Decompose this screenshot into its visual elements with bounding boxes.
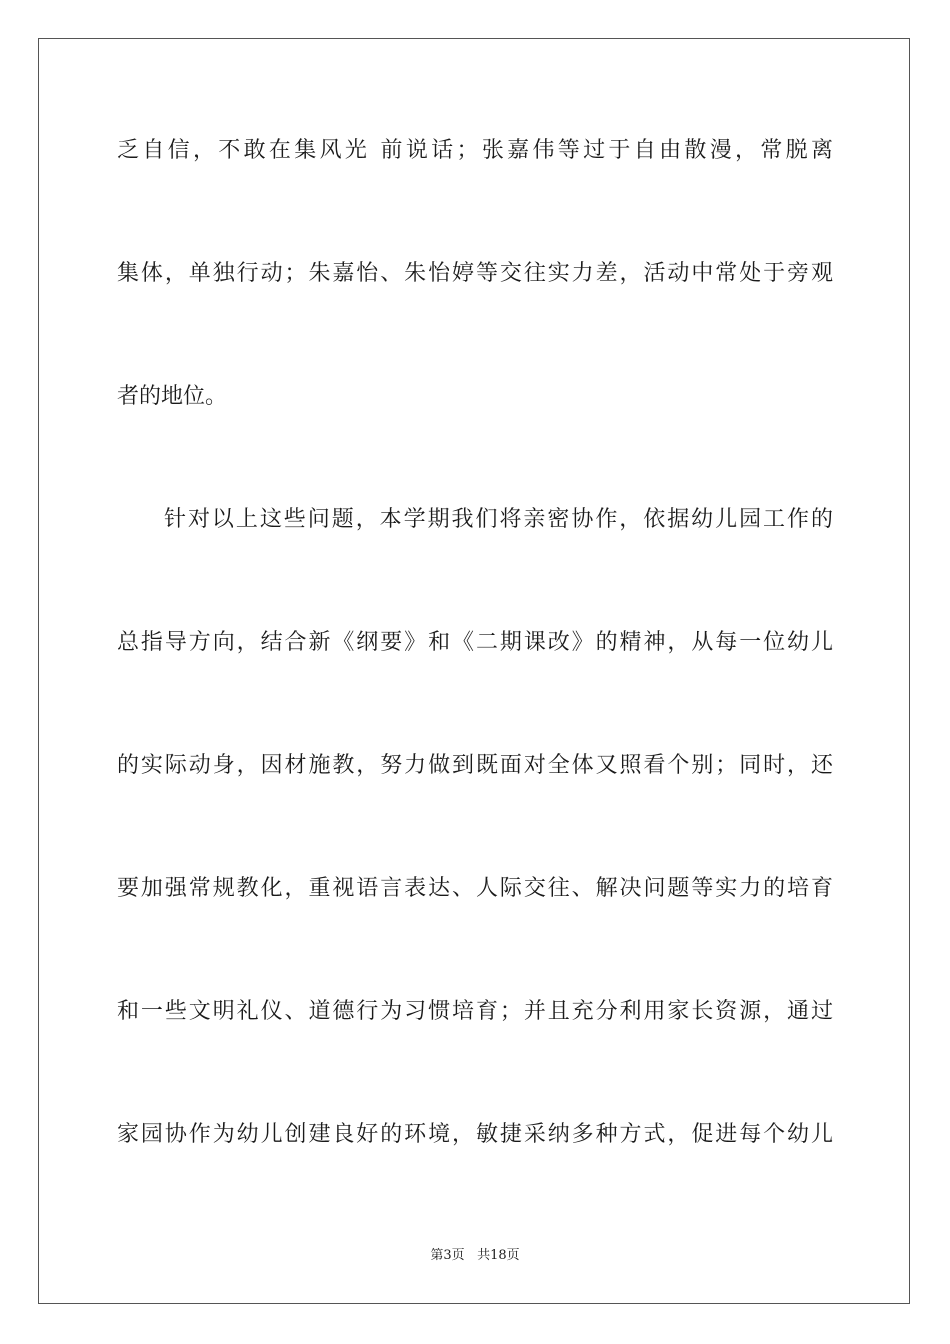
text-line-1: 乏自信，不敢在集风光 前说话；张嘉伟等过于自由散漫，常脱离	[117, 138, 833, 163]
page-footer	[0, 1247, 950, 1265]
text-line-2: 集体，单独行动；朱嘉怡、朱怡婷等交往实力差，活动中常处于旁观	[117, 261, 833, 286]
paragraph-first-line: 针对以上这些问题，本学期我们将亲密协作，依据幼儿园工作的	[164, 507, 833, 532]
text-line-6: 的实际动身，因材施教，努力做到既面对全体又照看个别；同时，还	[117, 753, 833, 778]
text-line-8: 和一些文明礼仪、道德行为习惯培育；并且充分利用家长资源，通过	[117, 999, 833, 1024]
page-number: 第3页	[430, 1248, 465, 1263]
text-line-3: 者的地位。	[117, 384, 228, 409]
page-frame	[38, 38, 910, 1304]
text-line-7: 要加强常规教化，重视语言表达、人际交往、解决问题等实力的培育	[117, 876, 833, 901]
text-line-5: 总指导方向，结合新《纲要》和《二期课改》的精神，从每一位幼儿	[117, 630, 833, 655]
text-line-9: 家园协作为幼儿创建良好的环境，敏捷采纳多种方式，促进每个幼儿	[117, 1122, 833, 1147]
page-total: 共18页	[477, 1248, 520, 1263]
